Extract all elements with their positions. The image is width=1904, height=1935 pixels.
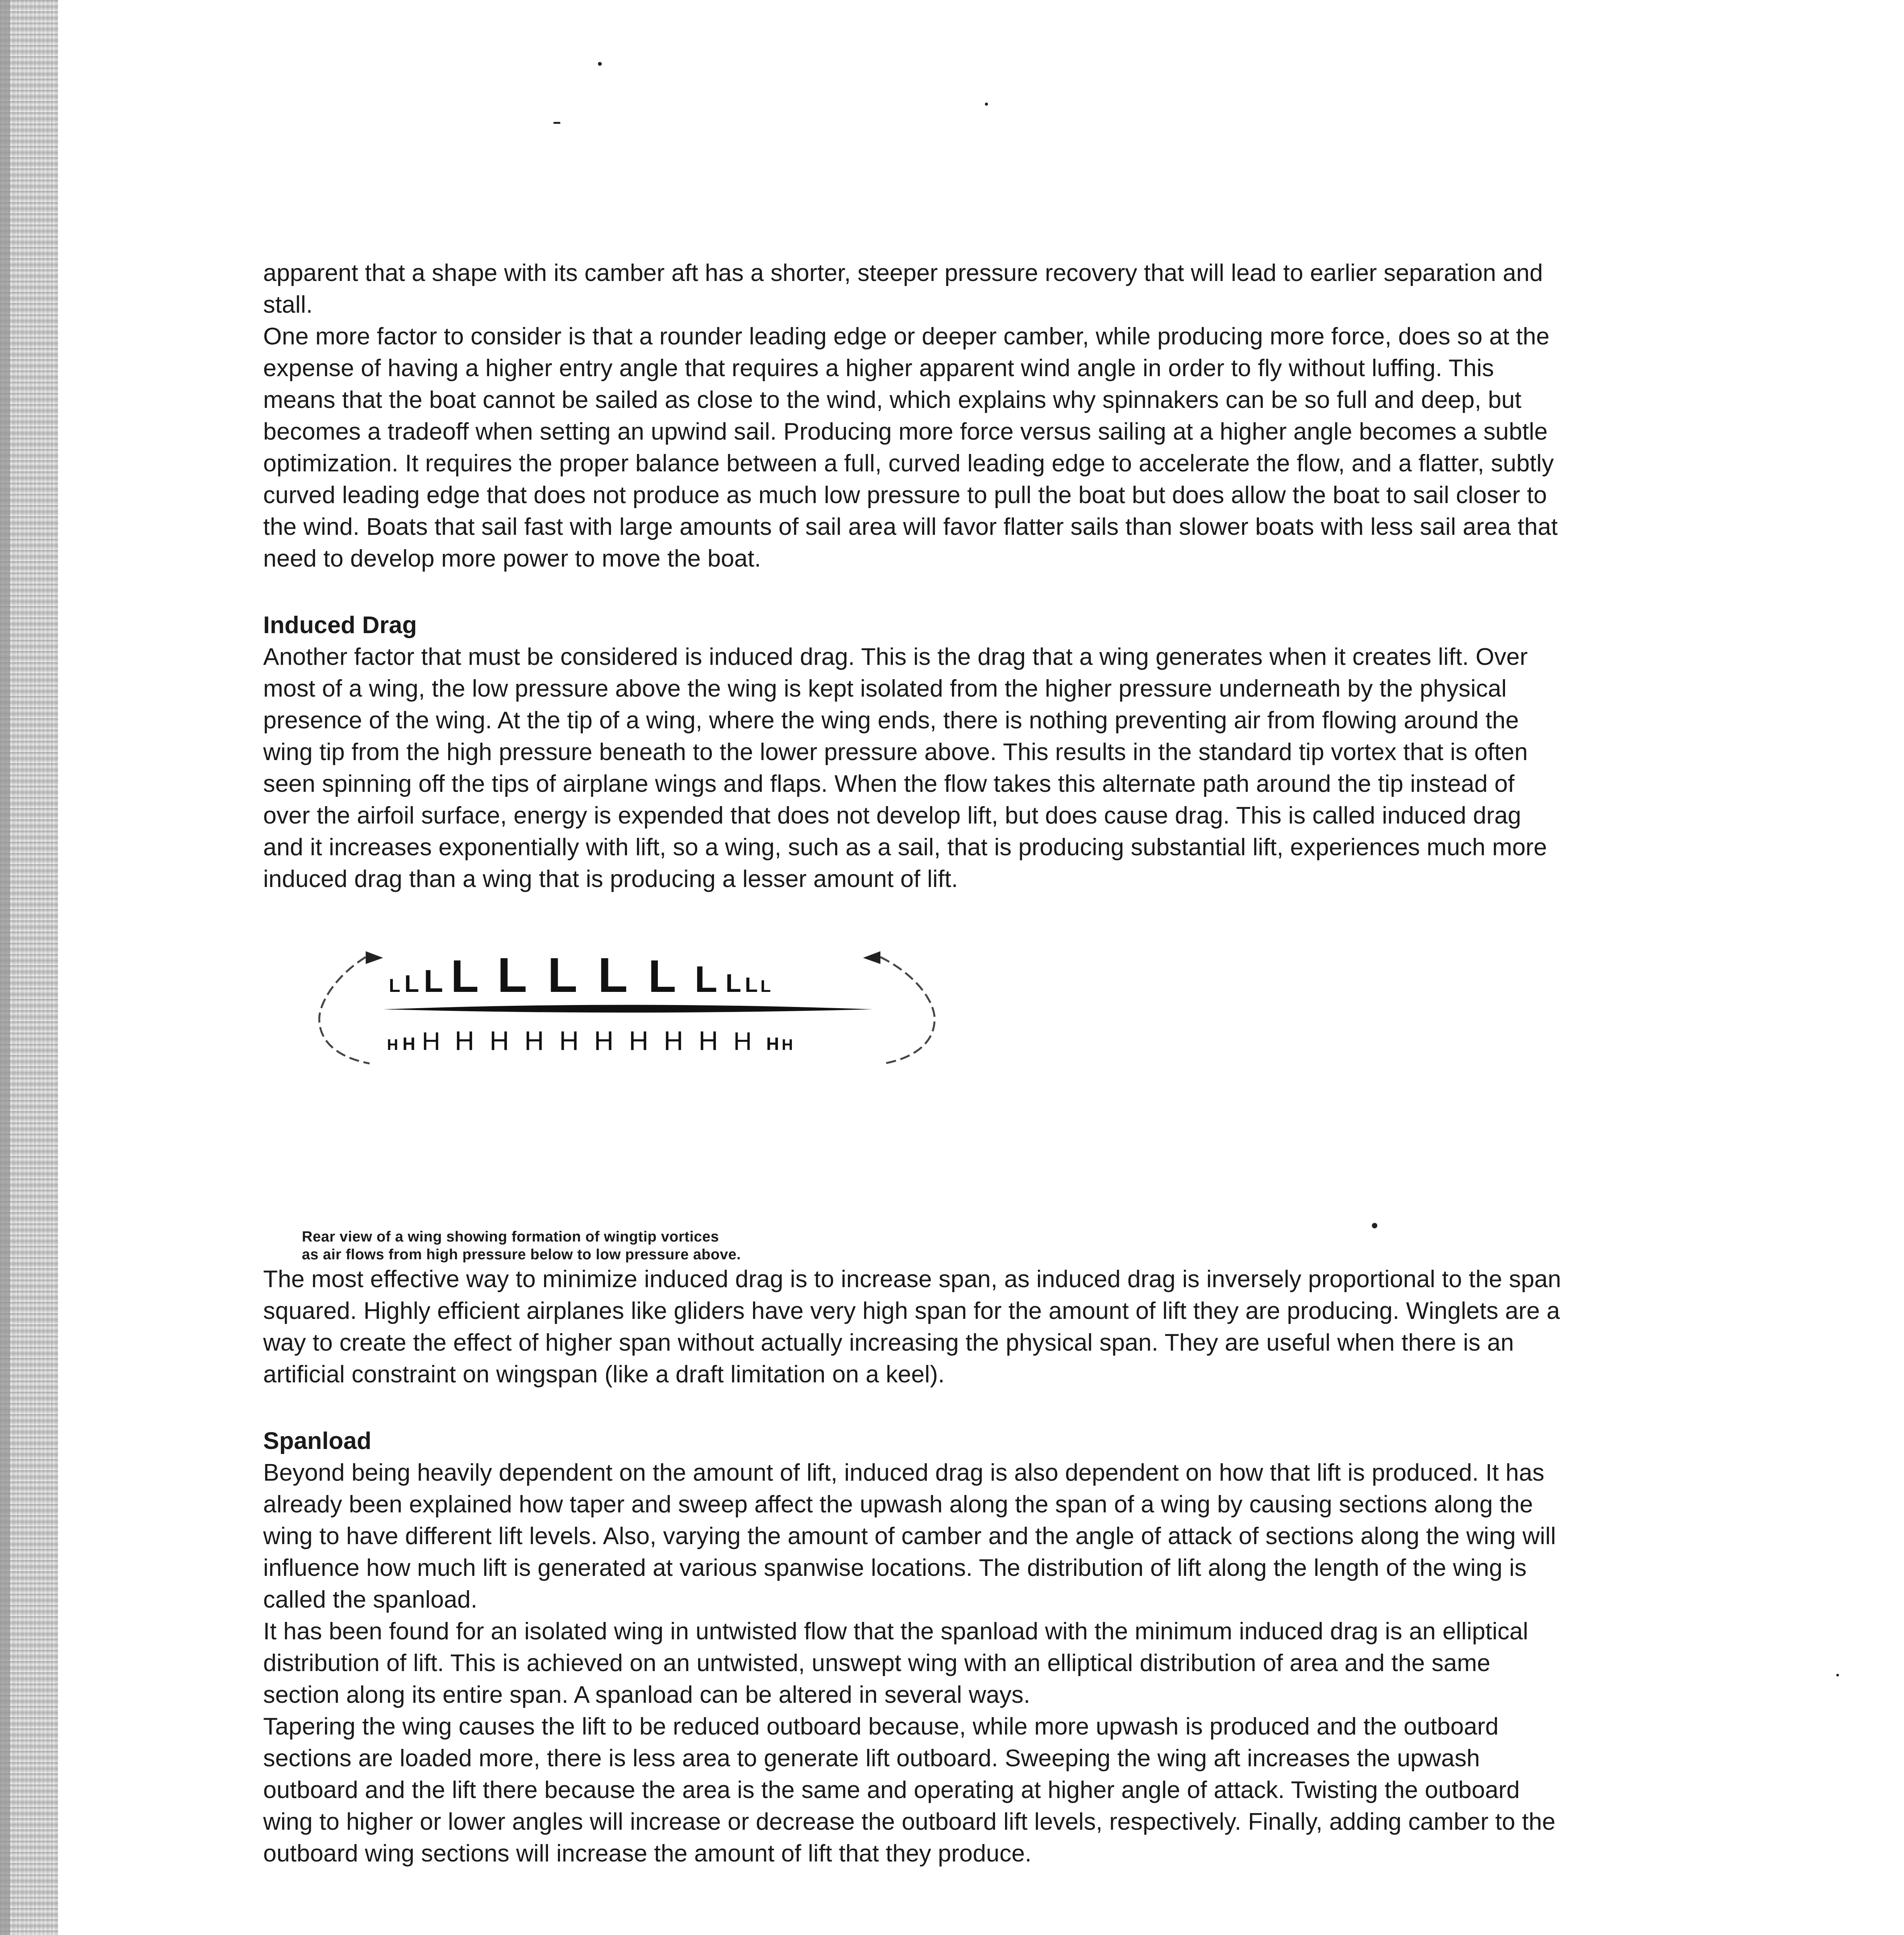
low-letter: L bbox=[497, 948, 527, 1002]
low-letter: L bbox=[726, 969, 741, 997]
heading-spanload: Spanload bbox=[263, 1428, 372, 1454]
high-letter: H bbox=[629, 1026, 649, 1056]
high-letter: H bbox=[782, 1036, 793, 1053]
heading-induced-drag: Induced Drag bbox=[263, 612, 417, 639]
figure-caption-line-1: Rear view of a wing showing formation of wingtip vortices bbox=[302, 1229, 719, 1245]
high-letter: H bbox=[699, 1026, 718, 1056]
scan-speck bbox=[1836, 1674, 1839, 1676]
high-letter: H bbox=[387, 1036, 398, 1053]
low-letter: L bbox=[598, 948, 628, 1002]
low-letter: L bbox=[451, 951, 479, 1002]
page-content bbox=[263, 257, 1563, 1870]
low-letter: L bbox=[404, 971, 419, 997]
high-letter: H bbox=[524, 1026, 544, 1056]
paragraph-spanload-elliptical: It has been found for an isolated wing in untwisted flow that the spanload with the minimum induced drag is an elliptical distribution of lift. This is achieved on an untwisted, unswept wing with an elliptical distribution of area and the same section along its entire span. A spanload can be altered in several ways. bbox=[263, 1618, 1529, 1708]
scan-speck bbox=[985, 103, 988, 106]
figure-caption-line-2: as air flows from high pressure below to low pressure above. bbox=[302, 1247, 741, 1263]
high-letter: H bbox=[664, 1026, 683, 1056]
paragraph-leading-edge: One more factor to consider is that a rounder leading edge or deeper camber, while producing more force, does so at the expense of having a higher entry angle that requires a higher apparent wind angle in order to fly without luffing. This means that the boat cannot be sailed as close to the wind, which explains why spinnakers can be so full and deep, but becomes a tradeoff when setting an upwind sail. Producing more force versus sailing at a higher angle becomes a subtle optimization. It requires the proper balance between a full, curved leading edge to accelerate the flow, and a flatter, subtly curved leading edge that does not produce as much low pressure to pull the boat but does allow the boat to sail closer to the wind. Boats that sail fast with large amounts of sail area will favor flatter sails than slower boats with less sail area that need to develop more power to move the boat. bbox=[263, 323, 1558, 572]
low-letter: L bbox=[389, 976, 401, 996]
high-letter: H bbox=[422, 1027, 440, 1055]
paragraph-spanload-taper: Tapering the wing causes the lift to be reduced outboard because, while more upwash is produced and the outboard sections are loaded more, there is less area to generate lift outboard. Sweeping the wing aft increases the upwash outboard and the lift there because the area is the same and operating at higher angle of attack. Twisting the outboard wing to higher or lower angles will increase or decrease the outboard lift levels, respectively. Finally, adding camber to the outboard wing sections will increase the amount of lift that they produce. bbox=[263, 1713, 1556, 1867]
high-letter: H bbox=[594, 1026, 614, 1056]
high-letter: H bbox=[766, 1034, 779, 1054]
paragraph-induced-drag: Another factor that must be considered is induced drag. This is the drag that a wing generates when it creates lift. Over most of a wing, the low pressure above the wing is kept isolated from the higher pressure underneath by the physical presence of the wing. At the tip of a wing, where the wing ends, there is nothing preventing air from flowing around the wing tip from the high pressure beneath to the lower pressure above. This results in the standard tip vortex that is often seen spinning off the tips of airplane wings and flaps. When the flow takes this alternate path around the tip instead of over the airfoil surface, energy is expended that does not develop lift, but does cause drag. This is called induced drag and it increases exponentially with lift, so a wing, such as a sail, that is producing substantial lift, experiences much more induced drag than a wing that is producing a lesser amount of lift. bbox=[263, 644, 1547, 892]
low-letter: L bbox=[424, 964, 443, 999]
low-letter: L bbox=[760, 977, 771, 996]
high-pressure-letters bbox=[387, 1026, 793, 1056]
low-letter: L bbox=[648, 951, 676, 1002]
high-letter: H bbox=[559, 1026, 579, 1056]
low-letter: L bbox=[548, 948, 577, 1002]
paragraph-minimize-induced-drag: The most effective way to minimize induced drag is to increase span, as induced drag is inversely proportional to the span squared. Highly efficient airplanes like gliders have very high span for the amount of lift they are producing. Winglets are a way to create the effect of higher span without actually increasing the physical span. They are useful when there is an artificial constraint on wingspan (like a draft limitation on a keel). bbox=[263, 1266, 1561, 1388]
low-letter: L bbox=[695, 959, 717, 1000]
wingtip-vortex-figure bbox=[308, 930, 946, 1089]
scan-edge-shadow bbox=[0, 0, 58, 1935]
high-letter: H bbox=[455, 1026, 474, 1056]
figure-caption bbox=[302, 1228, 1076, 1264]
paragraph-camber-aft: apparent that a shape with its camber aft has a shorter, steeper pressure recovery that will lead to earlier separation and stall. bbox=[263, 260, 1543, 318]
low-letter: L bbox=[745, 973, 758, 997]
high-letter: H bbox=[490, 1026, 509, 1056]
wing-rear-view-diagram bbox=[308, 930, 946, 1089]
scan-speck bbox=[553, 122, 560, 124]
paragraph-spanload-intro: Beyond being heavily dependent on the amount of lift, induced drag is also dependent on how that lift is produced. It has already been explained how taper and sweep affect the upwash along the span of a wing by causing sections along the wing to have different lift levels. Also, varying the amount of camber and the angle of attack of sections along the wing will influence how much lift is generated at various spanwise locations. The distribution of lift along the length of the wing is called the spanload. bbox=[263, 1459, 1556, 1613]
scan-speck bbox=[598, 62, 602, 66]
high-letter: H bbox=[402, 1034, 416, 1054]
low-pressure-letters bbox=[389, 948, 771, 1002]
high-letter: H bbox=[733, 1027, 752, 1055]
